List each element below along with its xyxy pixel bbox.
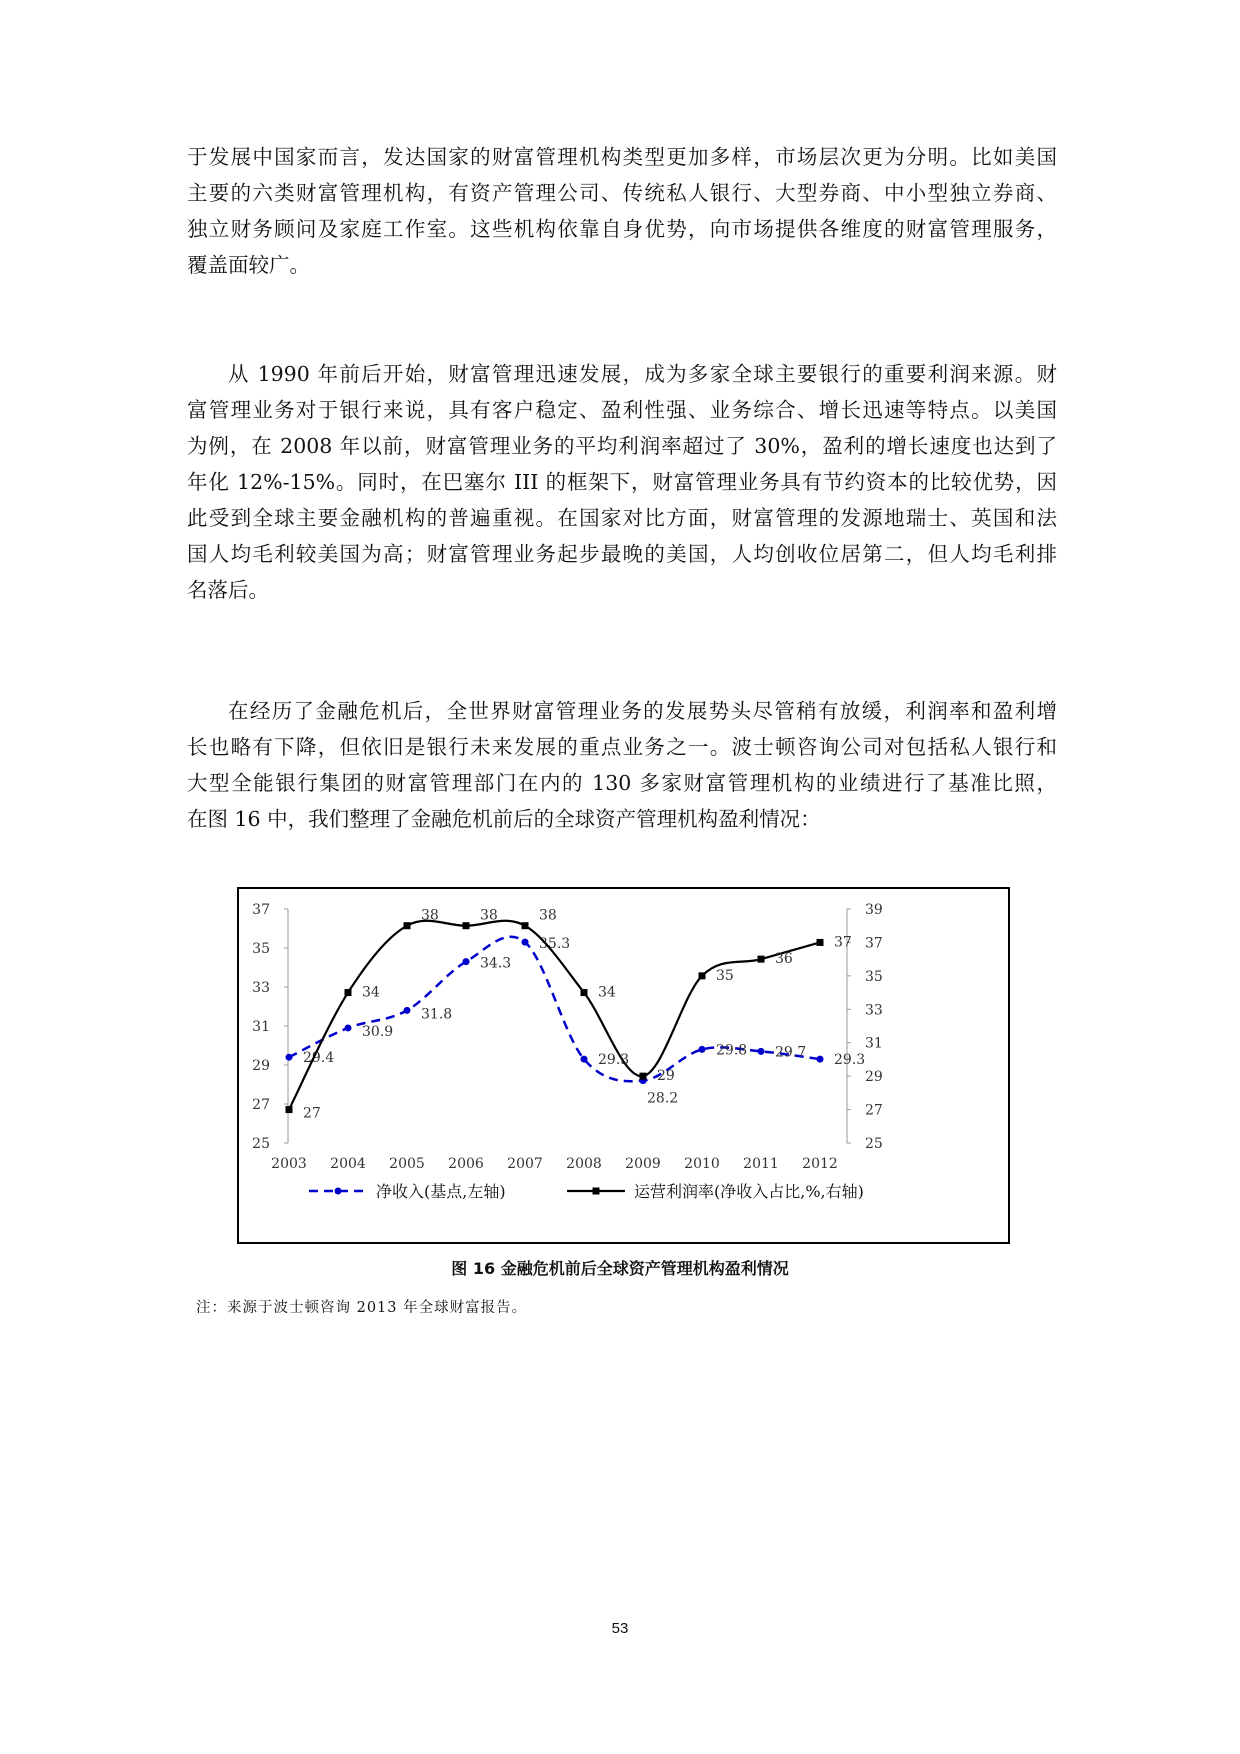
paragraph-line: 年化 12%-15%。同时，在巴塞尔 III 的框架下，财富管理业务具有节约资本的比较优势，因 <box>187 470 1057 494</box>
paragraph-line: 在经历了金融危机后，全世界财富管理业务的发展势头尽管稍有放缓，利润率和盈利增 <box>228 699 1057 723</box>
left-axis-tick-label: 25 <box>252 1136 270 1152</box>
left-axis-tick-label: 27 <box>252 1097 270 1113</box>
data-label: 29.3 <box>834 1052 866 1069</box>
x-axis-tick-label: 2011 <box>743 1156 779 1172</box>
paragraph-2 <box>187 356 1057 608</box>
figure-caption: 图 16 金融危机前后全球资产管理机构盈利情况 <box>451 1259 789 1278</box>
data-label: 29.7 <box>775 1044 807 1061</box>
data-label: 31.8 <box>421 1006 453 1023</box>
x-axis-tick-label: 2004 <box>330 1156 366 1172</box>
legend-label-1: 净收入(基点,左轴) <box>376 1182 506 1201</box>
data-point <box>463 958 470 965</box>
paragraph-line: 此受到全球主要金融机构的普遍重视。在国家对比方面，财富管理的发源地瑞士、英国和法 <box>187 506 1057 530</box>
line-chart <box>239 889 1008 1242</box>
right-axis-tick-label: 29 <box>865 1069 883 1086</box>
data-point <box>404 922 411 929</box>
data-point <box>404 1007 411 1014</box>
paragraph-line: 从 1990 年前后开始，财富管理迅速发展，成为多家全球主要银行的重要利润来源。财 <box>228 362 1057 386</box>
paragraph-line: 主要的六类财富管理机构，有资产管理公司、传统私人银行、大型券商、中小型独立券商、 <box>187 181 1057 205</box>
data-point <box>463 922 470 929</box>
page-number: 53 <box>611 1620 629 1637</box>
paragraph-line: 名落后。 <box>187 578 269 602</box>
x-axis-tick-label: 2005 <box>389 1156 425 1172</box>
data-point <box>522 922 529 929</box>
legend-marker-1 <box>335 1188 342 1195</box>
x-axis-tick-label: 2007 <box>507 1156 543 1172</box>
paragraph-line: 国人均毛利较美国为高；财富管理业务起步最晚的美国，人均创收位居第二，但人均毛利排 <box>187 542 1057 566</box>
right-axis-tick-label: 39 <box>865 902 883 918</box>
data-point <box>817 939 824 946</box>
paragraph-line: 在图 16 中，我们整理了金融危机前后的全球资产管理机构盈利情况： <box>187 807 821 831</box>
data-point <box>581 1056 588 1063</box>
data-label: 34.3 <box>480 955 512 972</box>
paragraph-line: 于发展中国家而言，发达国家的财富管理机构类型更加多样，市场层次更为分明。比如美国 <box>187 145 1057 169</box>
x-axis-tick-label: 2006 <box>448 1156 484 1172</box>
right-axis-tick-label: 35 <box>865 968 883 985</box>
data-point <box>522 939 529 946</box>
data-point <box>581 989 588 996</box>
data-label: 29.8 <box>716 1042 748 1059</box>
data-label: 38 <box>539 907 557 924</box>
left-axis-tick-label: 37 <box>252 902 270 918</box>
data-label: 27 <box>303 1105 321 1122</box>
x-axis-tick-label: 2008 <box>566 1156 602 1172</box>
x-axis-tick-label: 2012 <box>802 1156 838 1172</box>
figure-note: 注：来源于波士顿咨询 2013 年全球财富报告。 <box>196 1300 528 1316</box>
paragraph-1 <box>187 139 1057 283</box>
left-axis-tick-label: 31 <box>252 1019 270 1035</box>
left-axis-tick-label: 33 <box>252 980 270 996</box>
data-point <box>699 1046 706 1053</box>
data-point <box>286 1054 293 1061</box>
right-axis-tick-label: 33 <box>865 1002 883 1019</box>
data-point <box>286 1106 293 1113</box>
left-axis-tick-label: 35 <box>252 941 270 957</box>
data-label: 34 <box>598 984 616 1001</box>
paragraph-3 <box>187 693 1057 837</box>
data-label: 36 <box>775 951 793 968</box>
right-axis-tick-label: 25 <box>865 1136 883 1152</box>
data-point <box>758 1048 765 1055</box>
paragraph-line: 为例，在 2008 年以前，财富管理业务的平均利润率超过了 30%，盈利的增长速度也达到了 <box>187 434 1057 458</box>
x-axis-tick-label: 2010 <box>684 1156 720 1172</box>
right-axis-tick-label: 27 <box>865 1102 883 1119</box>
data-point <box>817 1056 824 1063</box>
data-label: 38 <box>480 907 498 924</box>
data-label: 35.3 <box>539 936 571 953</box>
series-line-1 <box>289 937 820 1081</box>
paragraph-line: 富管理业务对于银行来说，具有客户稳定、盈利性强、业务综合、增长迅速等特点。以美国 <box>187 398 1057 422</box>
paragraph-line: 大型全能银行集团的财富管理部门在内的 130 多家财富管理机构的业绩进行了基准比照， <box>187 771 1057 795</box>
data-label: 35 <box>716 967 734 984</box>
data-label: 29.3 <box>598 1052 630 1069</box>
data-label: 28.2 <box>647 1090 679 1107</box>
data-label: 38 <box>421 907 439 924</box>
data-label: 30.9 <box>362 1023 394 1040</box>
data-point <box>640 1073 647 1080</box>
data-label: 29 <box>657 1068 675 1085</box>
left-axis-tick-label: 29 <box>252 1058 270 1074</box>
paragraph-line: 独立财务顾问及家庭工作室。这些机构依靠自身优势，向市场提供各维度的财富管理服务， <box>187 217 1057 241</box>
data-point <box>699 972 706 979</box>
right-axis-tick-label: 37 <box>865 935 883 952</box>
right-axis-tick-label: 31 <box>865 1035 883 1052</box>
paragraph-line: 覆盖面较广。 <box>187 253 310 277</box>
x-axis-tick-label: 2009 <box>625 1156 661 1172</box>
data-point <box>345 989 352 996</box>
paragraph-line: 长也略有下降，但依旧是银行未来发展的重点业务之一。波士顿咨询公司对包括私人银行和 <box>187 735 1057 759</box>
x-axis-tick-label: 2003 <box>271 1156 307 1172</box>
chart-frame <box>237 887 1010 1244</box>
data-label: 37 <box>834 934 852 951</box>
data-label: 29.4 <box>303 1050 335 1067</box>
legend-label-2: 运营利润率(净收入占比,%,右轴) <box>634 1182 864 1201</box>
data-point <box>758 956 765 963</box>
data-point <box>345 1024 352 1031</box>
legend-marker-2 <box>593 1188 600 1195</box>
data-label: 34 <box>362 984 380 1001</box>
